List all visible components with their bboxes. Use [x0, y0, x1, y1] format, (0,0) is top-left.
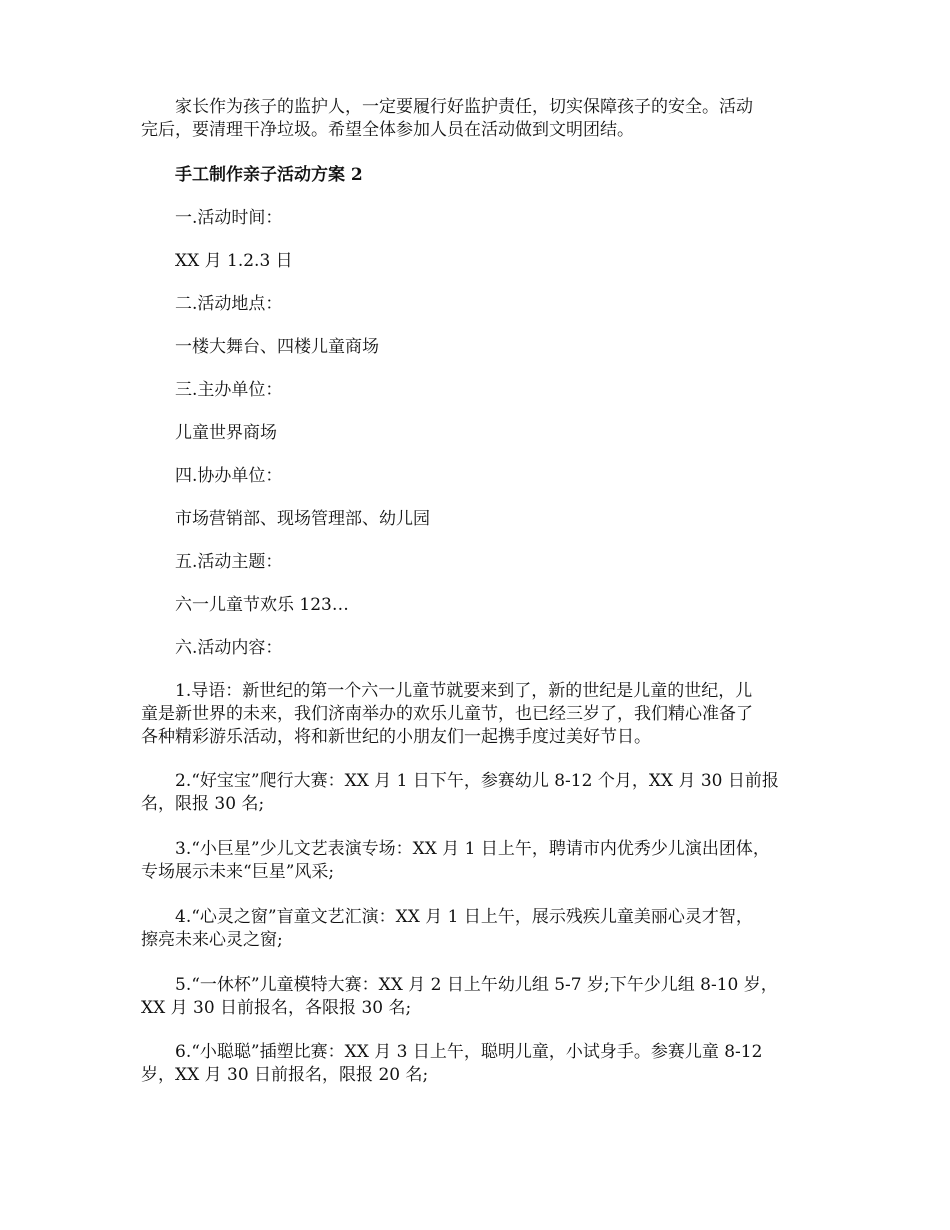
item-label-organizer: 三.主办单位：	[175, 380, 283, 400]
content-line: 擦亮未来心灵之窗;	[141, 930, 283, 950]
content-paragraph-4	[141, 906, 821, 952]
content-paragraph-6	[141, 1041, 821, 1087]
content-line: 2.“好宝宝”爬行大赛：XX 月 1 日下午，参赛幼儿 8-12 个月，XX 月 30 日前报	[175, 771, 779, 791]
item-label-theme: 五.活动主题：	[175, 552, 283, 572]
item-label-location: 二.活动地点：	[175, 294, 283, 314]
item-value-coorganizer: 市场营销部、现场管理部、幼儿园	[175, 509, 430, 529]
content-line: 各种精彩游乐活动，将和新世纪的小朋友们一起携手度过美好节日。	[141, 727, 651, 747]
content-line: 5.“一休杯”儿童模特大赛：XX 月 2 日上午幼儿组 5-7 岁;下午少儿组 8-10 岁，	[175, 975, 778, 995]
item-label-time: 一.活动时间：	[175, 208, 283, 228]
content-line: 1.导语：新世纪的第一个六一儿童节就要来到了，新的世纪是儿童的世纪，儿	[175, 681, 753, 701]
content-line: XX 月 30 日前报名，各限报 30 名;	[141, 998, 412, 1018]
item-value-location: 一楼大舞台、四楼儿童商场	[175, 337, 379, 357]
content-line: 6.“小聪聪”插塑比赛：XX 月 3 日上午，聪明儿童，小试身手。参赛儿童 8-12	[175, 1042, 763, 1062]
item-value-theme: 六一儿童节欢乐 123…	[175, 595, 349, 615]
content-paragraph-5	[141, 974, 821, 1020]
content-line: 岁，XX 月 30 日前报名，限报 20 名;	[141, 1065, 429, 1085]
section-title: 手工制作亲子活动方案 2	[175, 165, 363, 185]
intro-line: 完后，要清理干净垃圾。希望全体参加人员在活动做到文明团结。	[141, 120, 634, 140]
content-paragraph-3	[141, 838, 821, 884]
content-line: 专场展示未来“巨星”风采;	[141, 862, 335, 882]
content-paragraph-2	[141, 770, 821, 816]
item-value-organizer: 儿童世界商场	[175, 423, 277, 443]
intro-line: 家长作为孩子的监护人，一定要履行好监护责任，切实保障孩子的安全。活动	[175, 97, 753, 117]
item-label-coorganizer: 四.协办单位：	[175, 466, 283, 486]
intro-paragraph	[141, 96, 821, 142]
item-value-time: XX 月 1.2.3 日	[175, 251, 293, 271]
content-label: 六.活动内容：	[175, 638, 283, 658]
content-line: 3.“小巨星”少儿文艺表演专场：XX 月 1 日上午，聘请市内优秀少儿演出团体，	[175, 839, 770, 859]
content-line: 名，限报 30 名;	[141, 794, 265, 814]
content-line: 4.“心灵之窗”盲童文艺汇演：XX 月 1 日上午，展示残疾儿童美丽心灵才智，	[175, 907, 753, 927]
content-paragraph-1	[141, 680, 821, 749]
content-line: 童是新世界的未来，我们济南举办的欢乐儿童节，也已经三岁了，我们精心准备了	[141, 704, 753, 724]
